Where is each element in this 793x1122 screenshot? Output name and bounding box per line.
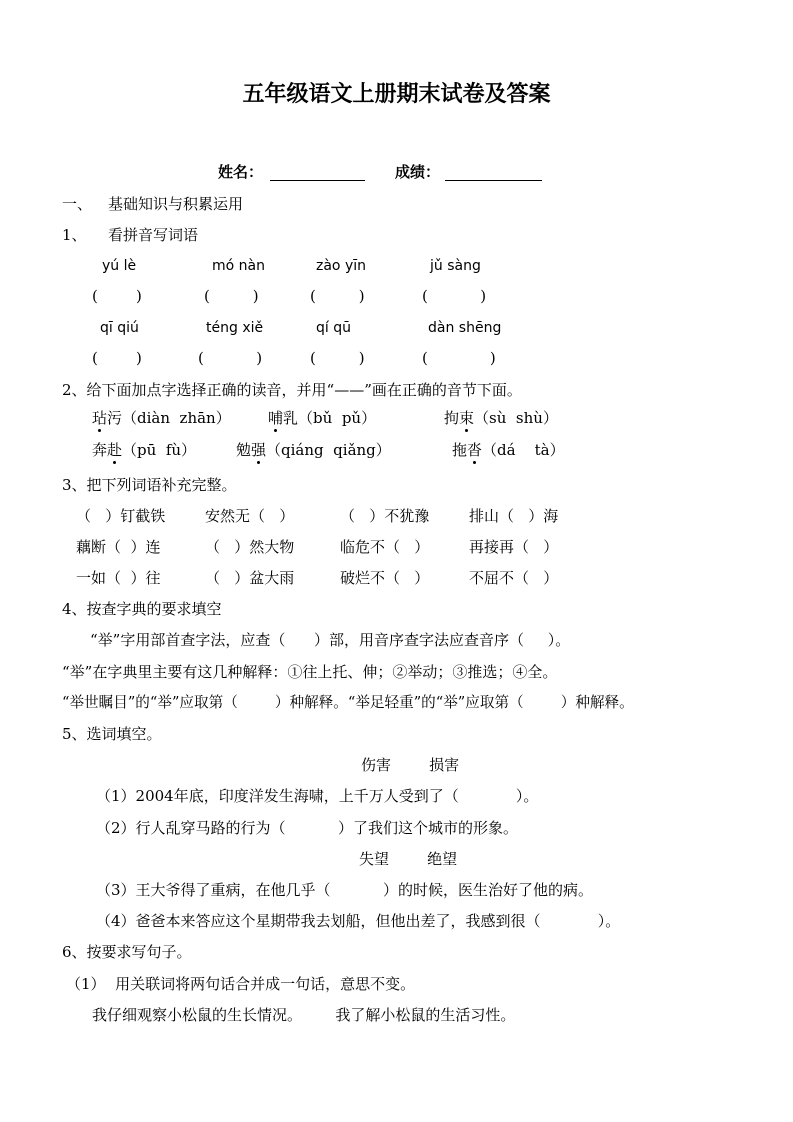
q3-label: 3、把下列词语补充完整。: [62, 476, 237, 494]
q6-label: 6、按要求写句子。: [62, 943, 192, 961]
dotted-char: 束: [459, 409, 475, 427]
answer-bracket[interactable]: ( ): [422, 349, 496, 367]
word-choices: 失望 绝望: [359, 850, 458, 868]
word-choices: 伤害 损害: [361, 756, 460, 774]
idiom-item[interactable]: （ ）盆大雨: [205, 569, 295, 587]
q6-sub1: （1） 用关联词将两句话合并成一句话，意思不变。: [66, 975, 416, 993]
reading-item: 拖沓（dá tà）: [452, 441, 565, 459]
idiom-item[interactable]: 安然无（ ）: [205, 507, 295, 525]
q4-label: 4、按查字典的要求填空: [62, 600, 222, 618]
idiom-item[interactable]: 排山（ ）海: [469, 507, 559, 525]
idiom-item[interactable]: 一如（ ）往: [76, 569, 161, 587]
dotted-char: 玷: [92, 409, 108, 427]
page-title: 五年级语文上册期末试卷及答案: [242, 82, 551, 107]
pinyin-item: mó nàn: [212, 258, 265, 274]
q5-sentence[interactable]: （4）爸爸本来答应这个星期带我去划船，但他出差了，我感到很（ ）。: [96, 912, 621, 930]
idiom-item[interactable]: 藕断（ ）连: [76, 538, 161, 556]
q2-label: 2、给下面加点字选择正确的读音，并用“——”画在正确的音节下面。: [62, 381, 522, 399]
pinyin-item: zào yīn: [316, 258, 366, 274]
reading-item: 拘束（sù shù）: [444, 409, 558, 427]
answer-bracket[interactable]: ( ): [204, 287, 259, 305]
section-number: 一、: [62, 195, 93, 213]
reading-item: 玷污（diàn zhān）: [92, 409, 231, 427]
reading-item: 哺乳（bǔ pǔ）: [268, 409, 377, 427]
pinyin-item: jǔ sàng: [430, 258, 481, 274]
dotted-char: 沓: [467, 441, 483, 459]
pinyin-item: qí qū: [316, 320, 351, 336]
idiom-item[interactable]: 不屈不（ ）: [469, 569, 559, 587]
dotted-char: 赴: [107, 441, 123, 459]
reading-item: 奔赴（pū fù）: [92, 441, 197, 459]
answer-bracket[interactable]: ( ): [310, 349, 365, 367]
q5-sentence[interactable]: （1）2004年底，印度洋发生海啸，上千万人受到了（ ）。: [96, 787, 539, 805]
pinyin-item: qī qiú: [100, 320, 139, 336]
name-input-line[interactable]: [270, 180, 365, 181]
score-label: 成绩：: [395, 163, 441, 181]
name-label: 姓名：: [218, 163, 264, 181]
q1-label: 看拼音写词语: [108, 226, 199, 244]
q5-sentence[interactable]: （3）王大爷得了重病，在他几乎（ ）的时候，医生治好了他的病。: [96, 881, 593, 899]
pinyin-item: téng xiě: [206, 320, 264, 336]
section-label: 基础知识与积累运用: [108, 195, 244, 213]
q1-number: 1、: [62, 226, 87, 244]
answer-bracket[interactable]: ( ): [198, 349, 263, 367]
idiom-item[interactable]: （ ）然大物: [205, 538, 295, 556]
idiom-item[interactable]: 再接再（ ）: [469, 538, 559, 556]
idiom-item[interactable]: 临危不（ ）: [340, 538, 430, 556]
q4-line2: “举”在字典里主要有这几种解释：①往上托、伸；②举动；③推选；④全。: [62, 663, 558, 681]
dotted-char: 强: [251, 441, 267, 459]
answer-bracket[interactable]: ( ): [422, 287, 487, 305]
pinyin-item: yú lè: [102, 258, 137, 274]
answer-bracket[interactable]: ( ): [92, 287, 142, 305]
idiom-item[interactable]: （ ）钉截铁: [76, 507, 166, 525]
q4-line1[interactable]: “举”字用部首查字法，应查（ ）部，用音序查字法应查音序（ ）。: [90, 631, 571, 649]
answer-bracket[interactable]: ( ): [310, 287, 365, 305]
answer-bracket[interactable]: ( ): [92, 349, 142, 367]
q6-sentence: 我仔细观察小松鼠的生长情况。 我了解小松鼠的生活习性。: [92, 1006, 516, 1024]
score-input-line[interactable]: [445, 180, 542, 181]
idiom-item[interactable]: 破烂不（ ）: [340, 569, 430, 587]
pinyin-item: dàn shēng: [428, 320, 502, 336]
q5-label: 5、选词填空。: [62, 725, 162, 743]
dotted-char: 哺: [268, 409, 284, 427]
reading-item: 勉强（qiáng qiǎng）: [236, 441, 391, 459]
idiom-item[interactable]: （ ）不犹豫: [340, 507, 430, 525]
q4-line3[interactable]: “举世瞩目”的“举”应取第（ ）种解释。“举足轻重”的“举”应取第（ ）种解释。: [62, 694, 634, 711]
q5-sentence[interactable]: （2）行人乱穿马路的行为（ ）了我们这个城市的形象。: [96, 819, 518, 837]
